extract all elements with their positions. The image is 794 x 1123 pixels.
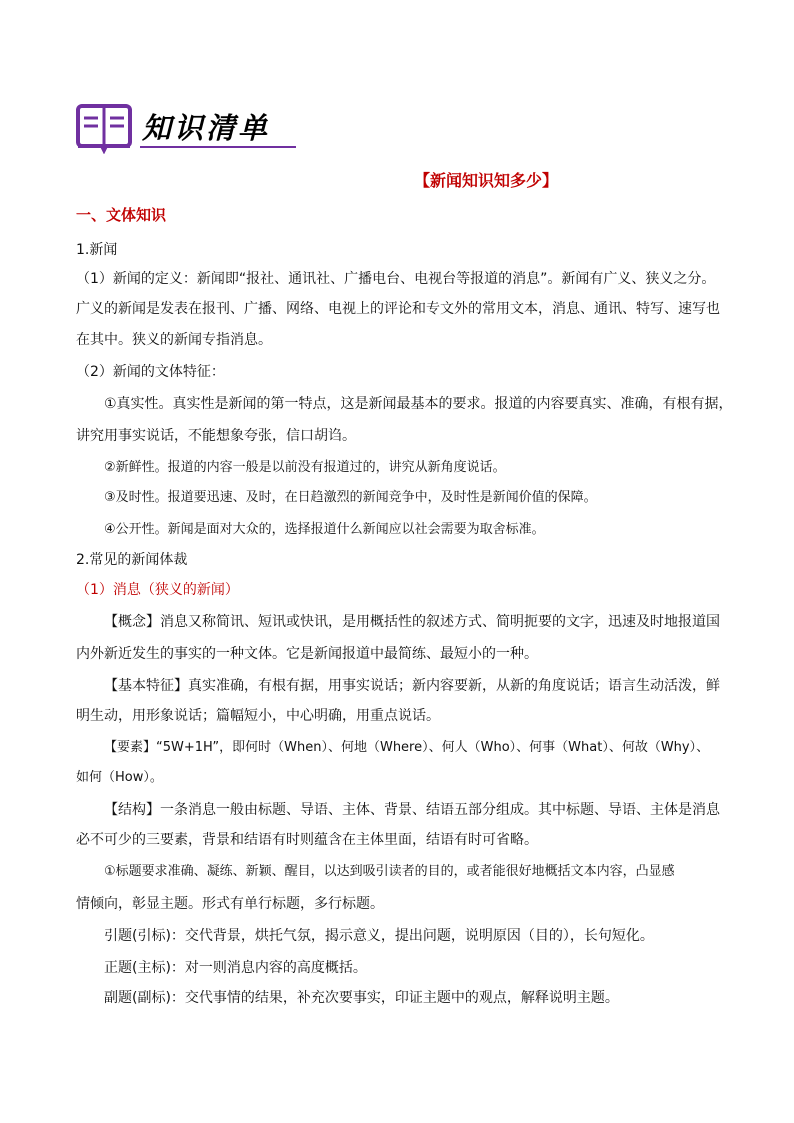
paragraph-line: 【要素】“5W+1H”，即何时（When）、何地（Where）、何人（Who）、何事（What）、何故（Why）、	[104, 740, 710, 755]
subheading-news-genres: 2.常见的新闻体裁	[76, 552, 188, 568]
paragraph-line: ③及时性。报道要迅速、及时，在日趋激烈的新闻竞争中，及时性是新闻价值的保障。	[104, 490, 597, 505]
paragraph-line: ②新鲜性。报道的内容一般是以前没有报道过的，讲究从新角度说话。	[104, 460, 506, 475]
banner-underline	[140, 146, 296, 148]
heading-wenti-zhishi: 一、文体知识	[76, 206, 167, 224]
paragraph-line: （1）新闻的定义：新闻即“报社、通讯社、广播电台、电视台等报道的消息”。新闻有广义、狭义之分。	[76, 271, 716, 287]
paragraph-line: 如何（How）。	[76, 770, 163, 785]
paragraph-line: 必不可少的三要素，背景和结语有时则蕴含在主体里面，结语有时可省略。	[76, 832, 538, 848]
paragraph-line: 引题(引标)：交代背景，烘托气氛，揭示意义，提出问题，说明原因（目的），长句短化。	[104, 928, 654, 944]
paragraph-line: 正题(主标)：对一则消息内容的高度概括。	[104, 960, 367, 976]
paragraph-line: ④公开性。新闻是面对大众的，选择报道什么新闻应以社会需要为取舍标准。	[104, 522, 545, 537]
paragraph-line: 明生动，用形象说话；篇幅短小，中心明确，用重点说话。	[76, 708, 440, 724]
subheading-xiaoxi: （1）消息（狭义的新闻）	[76, 582, 239, 598]
paragraph-line: ①真实性。真实性是新闻的第一特点，这是新闻最基本的要求。报道的内容要真实、准确，有根有据，	[104, 396, 733, 412]
paragraph-line: 【概念】消息又称简讯、短讯或快讯，是用概括性的叙述方式、简明扼要的文字，迅速及时地报道国	[104, 614, 720, 630]
open-book-icon	[76, 102, 132, 154]
banner-title: 知识清单	[142, 111, 271, 145]
paragraph-line: 情倾向，彰显主题。形式有单行标题，多行标题。	[76, 896, 384, 912]
section-title	[0, 168, 794, 191]
knowledge-banner	[76, 100, 306, 160]
paragraph-line: （2）新闻的文体特征：	[76, 364, 225, 380]
paragraph-line: 广义的新闻是发表在报刊、广播、网络、电视上的评论和专文外的常用文本，消息、通讯、特写、速写也	[76, 301, 720, 317]
paragraph-line: 【结构】一条消息一般由标题、导语、主体、背景、结语五部分组成。其中标题、导语、主体是消息	[104, 802, 720, 818]
paragraph-line: 【基本特征】真实准确，有根有据，用事实说话；新内容要新，从新的角度说话；语言生动活泼，鲜	[104, 678, 720, 694]
section-title-text: 【新闻知识知多少】	[413, 171, 558, 190]
paragraph-line: 讲究用事实说话，不能想象夸张，信口胡诌。	[76, 428, 356, 444]
paragraph-line: 副题(副标)：交代事情的结果，补充次要事实，印证主题中的观点，解释说明主题。	[104, 990, 619, 1006]
subheading-news: 1.新闻	[76, 242, 118, 258]
paragraph-line: ①标题要求准确、凝练、新颖、醒目，以达到吸引读者的目的，或者能很好地概括文本内容，凸显感	[104, 864, 675, 879]
paragraph-line: 内外新近发生的事实的一种文体。它是新闻报道中最简练、最短小的一种。	[76, 646, 538, 662]
paragraph-line: 在其中。狭义的新闻专指消息。	[76, 332, 272, 348]
